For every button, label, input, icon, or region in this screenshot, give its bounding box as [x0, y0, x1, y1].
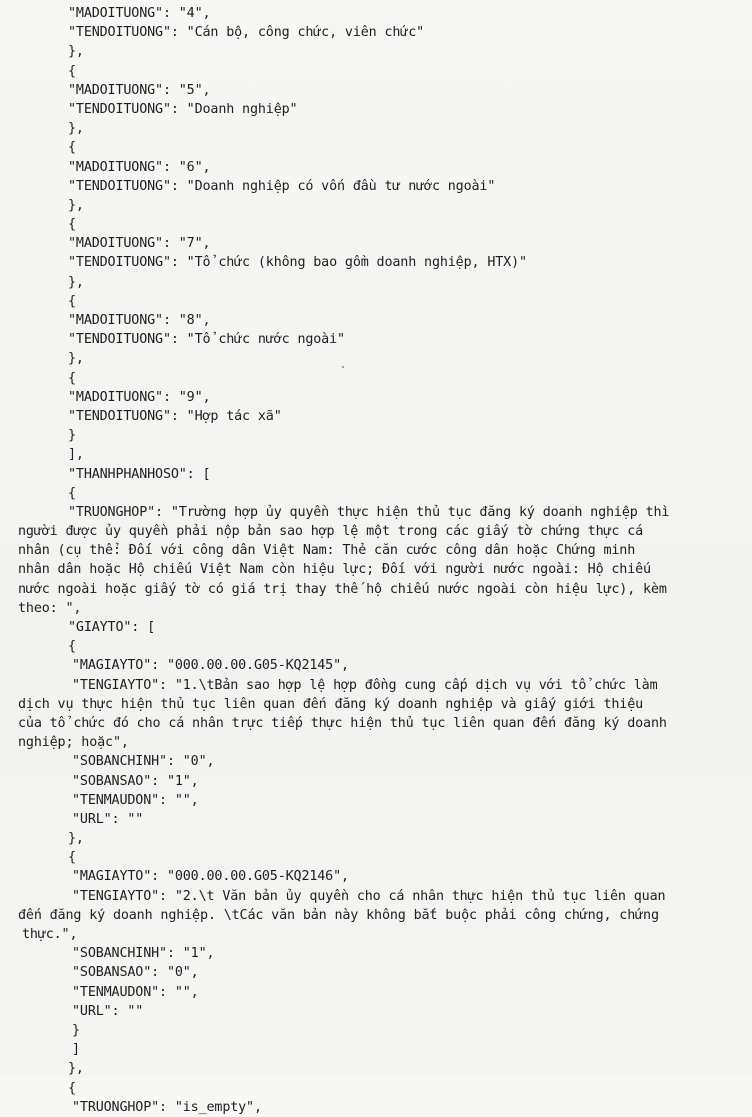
code-line: "TENDOITUONG": "Doanh nghiệp có vốn đầu tư nước ngoài": [68, 178, 496, 194]
code-line: "THANHPHANHOSO": [: [68, 466, 211, 482]
code-line: "TENDOITUONG": "Doanh nghiệp": [68, 101, 298, 117]
code-line: dịch vụ thực hiện thủ tục liên quan đến đăng ký doanh nghiệp và giấy giới thiệu: [18, 696, 644, 712]
code-line: "TENDOITUONG": "Cán bộ, công chức, viên chức": [68, 25, 425, 41]
code-line: "URL": "": [72, 811, 144, 827]
code-line: "MADOITUONG": "8",: [68, 313, 211, 328]
code-line: "TENDOITUONG": "Hợp tác xã": [68, 408, 282, 424]
code-line: "SOBANCHINH": "0",: [72, 754, 215, 770]
code-line: nhân (cụ thể: Đối với công dân Việt Nam: Thẻ căn cước công dân hoặc Chứng minh: [18, 543, 636, 559]
code-line: nghiệp; hoặc",: [18, 735, 129, 751]
code-line: thực.",: [22, 927, 78, 942]
code-line: }: [68, 428, 76, 444]
code-line: },: [68, 44, 84, 60]
code-line: {: [68, 639, 76, 655]
code-line: ],: [68, 447, 84, 463]
code-line: },: [68, 831, 84, 847]
code-line: },: [68, 1061, 84, 1077]
scan-speck: [342, 366, 344, 368]
code-line: "GIAYTO": [: [68, 620, 156, 635]
code-line: {: [68, 293, 76, 309]
code-line: nhân dân hoặc Hộ chiếu Việt Nam còn hiệu lực; Đối với người nước ngoài: Hộ chiếu: [18, 562, 651, 578]
code-line: "MADOITUONG": "7",: [68, 236, 211, 252]
code-line: {: [68, 850, 76, 866]
code-line: "MADOITUONG": "9",: [68, 389, 211, 405]
code-line: },: [68, 274, 84, 290]
code-line: "MADOITUONG": "6",: [68, 159, 211, 175]
code-line: },: [68, 121, 84, 137]
code-line: "TENGIAYTO": "2.\t Văn bản ủy quyền cho cá nhân thực hiện thủ tục liên quan: [72, 888, 666, 904]
code-line: }: [72, 1022, 80, 1038]
code-line: đến đăng ký doanh nghiệp. \tCác văn bản này không bắt buộc phải công chứng, chứng: [18, 907, 659, 923]
code-line: người được ủy quyền phải nộp bản sao hợp lệ một trong các giấy tờ chứng thực cá: [18, 524, 644, 540]
json-listing: [0, 4, 752, 1117]
code-line: "TRUONGHOP": "is_empty",: [72, 1099, 262, 1115]
code-line: "SOBANSAO": "0",: [72, 965, 199, 981]
code-line: "MADOITUONG": "4",: [68, 6, 211, 21]
code-line: "TENGIAYTO": "1.\tBản sao hợp lệ hợp đồng cung cấp dịch vụ với tổ chức làm: [72, 677, 658, 693]
code-line: "MAGIAYTO": "000.00.00.G05-KQ2146",: [72, 869, 349, 885]
code-line: {: [68, 217, 76, 233]
code-line: "SOBANCHINH": "1",: [72, 946, 215, 962]
code-line: của tổ chức đó cho cá nhân trực tiếp thực hiện thủ tục liên quan đến đăng ký doanh: [18, 715, 667, 731]
code-line: {: [68, 485, 76, 501]
code-line: "TENMAUDON": "",: [72, 792, 199, 808]
code-line: nước ngoài hoặc giấy tờ có giá trị thay thế hộ chiếu nước ngoài còn hiệu lực), kèm: [18, 581, 667, 597]
code-line: "TENDOITUONG": "Tổ chức nước ngoài": [68, 332, 345, 348]
code-line: },: [68, 351, 84, 367]
code-line: {: [68, 1080, 76, 1096]
code-line: "SOBANSAO": "1",: [72, 773, 199, 789]
code-line: ]: [72, 1042, 80, 1058]
code-line: "MAGIAYTO": "000.00.00.G05-KQ2145",: [72, 658, 349, 674]
code-line: "TENMAUDON": "",: [72, 984, 199, 1000]
code-line: {: [68, 63, 76, 79]
code-line: "TENDOITUONG": "Tổ chức (không bao gồm doanh nghiệp, HTX)": [68, 255, 527, 271]
code-line: "URL": "": [72, 1003, 144, 1019]
code-line: "MADOITUONG": "5",: [68, 82, 211, 98]
code-line: {: [68, 140, 76, 156]
code-line: theo: ",: [18, 600, 82, 616]
code-line: },: [68, 197, 84, 213]
code-line: {: [68, 370, 76, 386]
code-line: "TRUONGHOP": "Trường hợp ủy quyền thực hiện thủ tục đăng ký doanh nghiệp thì: [68, 504, 670, 520]
